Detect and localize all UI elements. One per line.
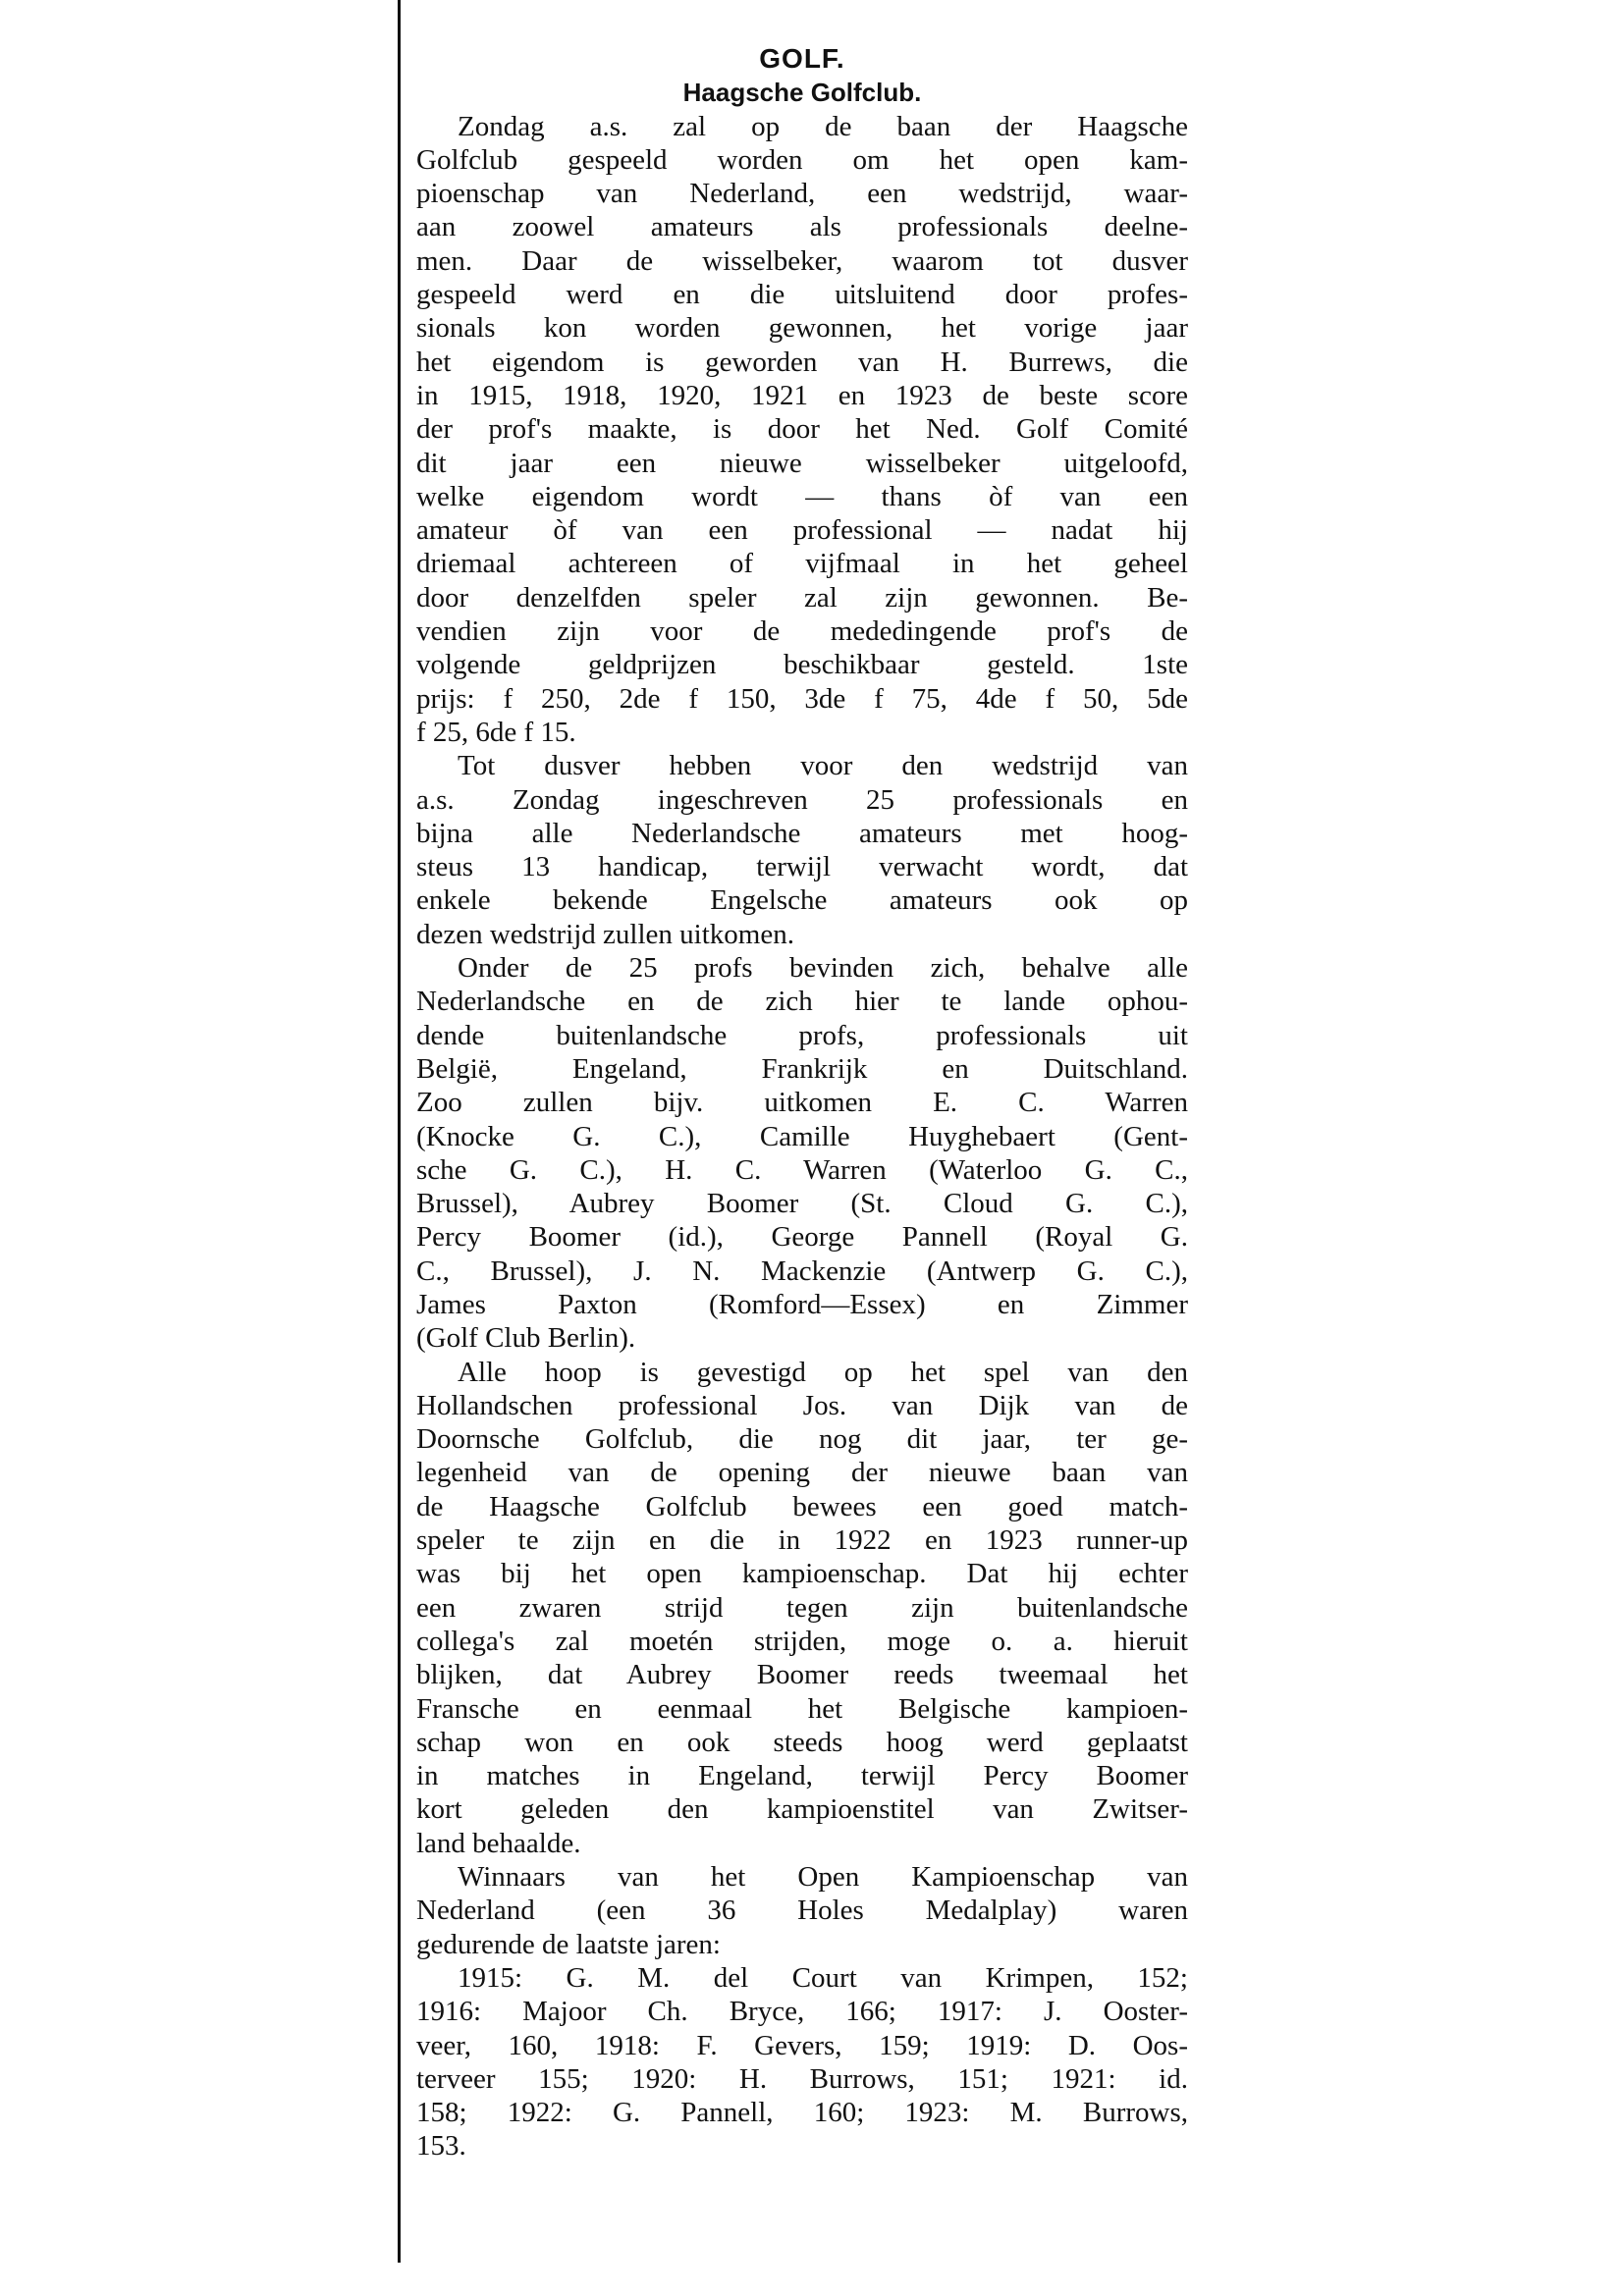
text-line: 1915: G. M. del Court van Krimpen, 152; bbox=[458, 1961, 1188, 1994]
text-line: dit jaar een nieuwe wisselbeker uitgeloofd, bbox=[416, 447, 1188, 479]
text-line: sche G. C.), H. C. Warren (Waterloo G. C., bbox=[416, 1153, 1188, 1186]
text-line: aan zoowel amateurs als professionals deelne- bbox=[416, 211, 1188, 243]
text-line: (Knocke G. C.), Camille Huyghebaert (Gent- bbox=[416, 1120, 1188, 1152]
text-line: men. Daar de wisselbeker, waarom tot dusver bbox=[416, 244, 1188, 277]
text-line: (Golf Club Berlin). bbox=[416, 1322, 636, 1355]
text-line: Nederland (een 36 Holes Medalplay) waren bbox=[416, 1895, 1188, 1927]
text-line: Zoo zullen bijv. uitkomen E. C. Warren bbox=[416, 1087, 1188, 1119]
text-line: Doornsche Golfclub, die nog dit jaar, ter ge- bbox=[416, 1423, 1188, 1456]
text-line: Winnaars van het Open Kampioenschap van bbox=[458, 1861, 1188, 1894]
text-line: Percy Boomer (id.), George Pannell (Royal G. bbox=[416, 1221, 1188, 1254]
text-line: James Paxton (Romford—Essex) en Zimmer bbox=[416, 1288, 1188, 1320]
text-line: Zondag a.s. zal op de baan der Haagsche bbox=[458, 110, 1188, 142]
text-line: f 25, 6de f 15. bbox=[416, 716, 576, 748]
text-line: blijken, dat Aubrey Boomer reeds tweemaal het bbox=[416, 1659, 1188, 1691]
text-line: Hollandschen professional Jos. van Dijk van de bbox=[416, 1389, 1188, 1421]
text-line: welke eigendom wordt — thans òf van een bbox=[416, 480, 1188, 512]
text-line: prijs: f 250, 2de f 150, 3de f 75, 4de f 50, 5de bbox=[416, 682, 1188, 715]
text-line: C., Brussel), J. N. Mackenzie (Antwerp G. C.), bbox=[416, 1255, 1188, 1287]
text-line: enkele bekende Engelsche amateurs ook op bbox=[416, 884, 1188, 917]
text-line: Brussel), Aubrey Boomer (St. Cloud G. C.), bbox=[416, 1188, 1188, 1220]
text-line: in 1915, 1918, 1920, 1921 en 1923 de beste score bbox=[416, 379, 1188, 411]
text-line: 1916: Majoor Ch. Bryce, 166; 1917: J. Ooster- bbox=[416, 1996, 1188, 2028]
text-line: gedurende de laatste jaren: bbox=[416, 1928, 721, 1960]
paragraph bbox=[416, 1860, 1188, 1961]
text-line: 153. bbox=[416, 2130, 466, 2163]
text-line: amateur òf van een professional — nadat hij bbox=[416, 514, 1188, 547]
text-line: het eigendom is geworden van H. Burrews, die bbox=[416, 346, 1188, 378]
paragraph bbox=[416, 1961, 1188, 2163]
paragraph bbox=[416, 110, 1188, 750]
article-subheading: Haagsche Golfclub. bbox=[682, 78, 922, 108]
text-line: steus 13 handicap, terwijl verwacht wordt, dat bbox=[416, 851, 1188, 883]
column-rule bbox=[398, 0, 401, 2263]
article-body bbox=[416, 110, 1188, 2163]
article-heading: GOLF. bbox=[759, 43, 845, 74]
text-line: Tot dusver hebben voor den wedstrijd van bbox=[458, 750, 1188, 782]
text-line: volgende geldprijzen beschikbaar gesteld. 1ste bbox=[416, 649, 1188, 681]
text-line: in matches in Engeland, terwijl Percy Boomer bbox=[416, 1760, 1188, 1792]
text-line: schap won en ook steeds hoog werd geplaatst bbox=[416, 1726, 1188, 1758]
text-line: vendien zijn voor de mededingende prof's de bbox=[416, 615, 1188, 648]
text-line: dende buitenlandsche profs, professionals uit bbox=[416, 1019, 1188, 1051]
text-line: Alle hoop is gevestigd op het spel van den bbox=[458, 1356, 1188, 1388]
text-line: kort geleden den kampioenstitel van Zwitser- bbox=[416, 1793, 1188, 1826]
text-line: land behaalde. bbox=[416, 1827, 581, 1859]
text-line: Fransche en eenmaal het Belgische kampioen- bbox=[416, 1692, 1188, 1725]
text-line: driemaal achtereen of vijfmaal in het geheel bbox=[416, 548, 1188, 580]
text-line: een zwaren strijd tegen zijn buitenlandsche bbox=[416, 1591, 1188, 1624]
text-line: Golfclub gespeeld worden om het open kam- bbox=[416, 143, 1188, 176]
text-line: Nederlandsche en de zich hier te lande ophou- bbox=[416, 986, 1188, 1018]
text-line: pioenschap van Nederland, een wedstrijd, waar- bbox=[416, 178, 1188, 210]
text-line: der prof's maakte, is door het Ned. Golf Comité bbox=[416, 413, 1188, 446]
text-line: door denzelfden speler zal zijn gewonnen. Be- bbox=[416, 581, 1188, 614]
text-line: collega's zal moetén strijden, moge o. a. hieruit bbox=[416, 1625, 1188, 1657]
text-line: was bij het open kampioenschap. Dat hij echter bbox=[416, 1558, 1188, 1590]
text-line: bijna alle Nederlandsche amateurs met hoog- bbox=[416, 817, 1188, 849]
text-line: dezen wedstrijd zullen uitkomen. bbox=[416, 918, 794, 950]
text-line: België, Engeland, Frankrijk en Duitschland. bbox=[416, 1052, 1188, 1085]
text-line: terveer 155; 1920: H. Burrows, 151; 1921: id. bbox=[416, 2062, 1188, 2095]
text-line: veer, 160, 1918: F. Gevers, 159; 1919: D. Oos- bbox=[416, 2029, 1188, 2061]
paragraph bbox=[416, 951, 1188, 1356]
text-line: 158; 1922: G. Pannell, 160; 1923: M. Burrows, bbox=[416, 2097, 1188, 2129]
paragraph bbox=[416, 1356, 1188, 1860]
newspaper-article bbox=[416, 42, 1188, 2163]
text-line: gespeeld werd en die uitsluitend door profes- bbox=[416, 279, 1188, 311]
text-line: a.s. Zondag ingeschreven 25 professionals en bbox=[416, 783, 1188, 816]
text-line: legenheid van de opening der nieuwe baan van bbox=[416, 1457, 1188, 1489]
text-line: sionals kon worden gewonnen, het vorige jaar bbox=[416, 312, 1188, 345]
text-line: Onder de 25 profs bevinden zich, behalve alle bbox=[458, 952, 1188, 985]
text-line: de Haagsche Golfclub bewees een goed match- bbox=[416, 1490, 1188, 1522]
text-line: speler te zijn en die in 1922 en 1923 runner-up bbox=[416, 1524, 1188, 1557]
paragraph bbox=[416, 749, 1188, 951]
